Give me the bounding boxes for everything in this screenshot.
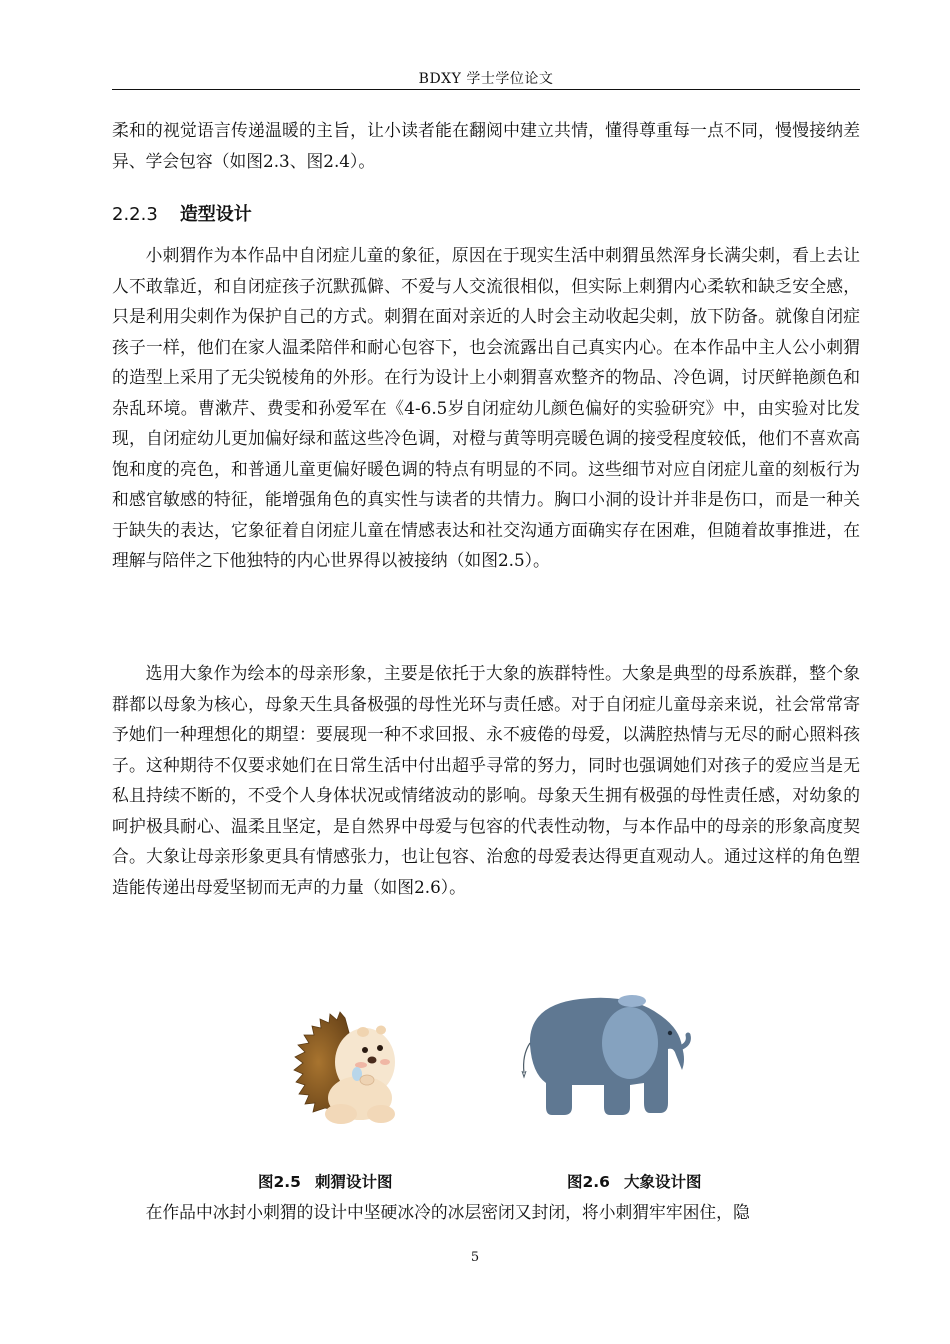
hedgehog-illustration — [285, 1010, 410, 1130]
section-heading — [112, 200, 252, 226]
elephant-illustration — [510, 985, 700, 1120]
body-paragraph-elephant: 选用大象作为绘本的母亲形象，主要是依托于大象的族群特性。大象是典型的母系族群，整个象群都以母象为核心，母象天生具备极强的母性光环与责任感。对于自闭症儿童母亲来说，社会常常寄予她们一种理想化的期望：要展现一种不求回报、永不疲倦的母爱，以满腔热情与无尽的耐心照料孩子。这种期待不仅要求她们在日常生活中付出超乎寻常的努力，同时也强调她们对孩子的爱应当是无私且持续不断的，不受个人身体状况或情绪波动的影响。母象天生拥有极强的母性责任感，对幼象的呵护极具耐心、温柔且坚定，是自然界中母爱与包容的代表性动物，与本作品中的母亲的形象高度契合。大象让母亲形象更具有情感张力，也让包容、治愈的母爱表达得更直观动人。通过这样的角色塑造能传递出母爱坚韧而无声的力量（如图2.6）。 — [112, 663, 860, 897]
figure-2-5-caption — [258, 1170, 392, 1192]
figure-2-5-label: 图2.5 — [258, 1173, 301, 1191]
intro-paragraph: 柔和的视觉语言传递温暖的主旨，让小读者能在翻阅中建立共情，懂得尊重每一点不同，慢慢接纳差异、学会包容（如图2.3、图2.4）。 — [112, 120, 860, 171]
section-title: 造型设计 — [179, 204, 252, 225]
page-number: 5 — [470, 1250, 480, 1265]
running-header: BDXY 学士学位论文 — [418, 71, 554, 87]
closing-paragraph: 在作品中冰封小刺猬的设计中坚硬冰冷的冰层密闭又封闭，将小刺猬牢牢困住，隐 — [145, 1202, 750, 1222]
body-paragraph-hedgehog: 小刺猬作为本作品中自闭症儿童的象征，原因在于现实生活中刺猬虽然浑身长满尖刺，看上去让人不敢靠近，和自闭症孩子沉默孤僻、不爱与人交流很相似，但实际上刺猬内心柔软和缺乏安全感，只是利用尖刺作为保护自己的方式。刺猬在面对亲近的人时会主动收起尖刺，放下防备。就像自闭症孩子一样，他们在家人温柔陪伴和耐心包容下，也会流露出自己真实内心。在本作品中主人公小刺猬的造型上采用了无尖锐棱角的外形。在行为设计上小刺猬喜欢整齐的物品、冷色调，讨厌鲜艳颜色和杂乱环境。曹漱芹、费雯和孙爱军在《4-6.5岁自闭症幼儿颜色偏好的实验研究》中，由实验对比发现，自闭症幼儿更加偏好绿和蓝这些冷色调，对橙与黄等明亮暖色调的接受程度较低，他们不喜欢高饱和度的亮色，和普通儿童更偏好暖色调的特点有明显的不同。这些细节对应自闭症儿童的刻板行为和感官敏感的特征，能增强角色的真实性与读者的共情力。胸口小洞的设计并非是伤口，而是一种关于缺失的表达，它象征着自闭症儿童在情感表达和社交沟通方面确实存在困难，但随着故事推进，在理解与陪伴之下他独特的内心世界得以被接纳（如图2.5）。 — [112, 245, 860, 570]
header-rule — [112, 89, 860, 90]
figure-2-6-title: 大象设计图 — [623, 1173, 702, 1191]
figure-2-6-caption — [567, 1170, 701, 1192]
section-number: 2.2.3 — [112, 204, 158, 225]
figure-2-5-title: 刺猬设计图 — [314, 1173, 393, 1191]
figure-2-6-label: 图2.6 — [567, 1173, 610, 1191]
